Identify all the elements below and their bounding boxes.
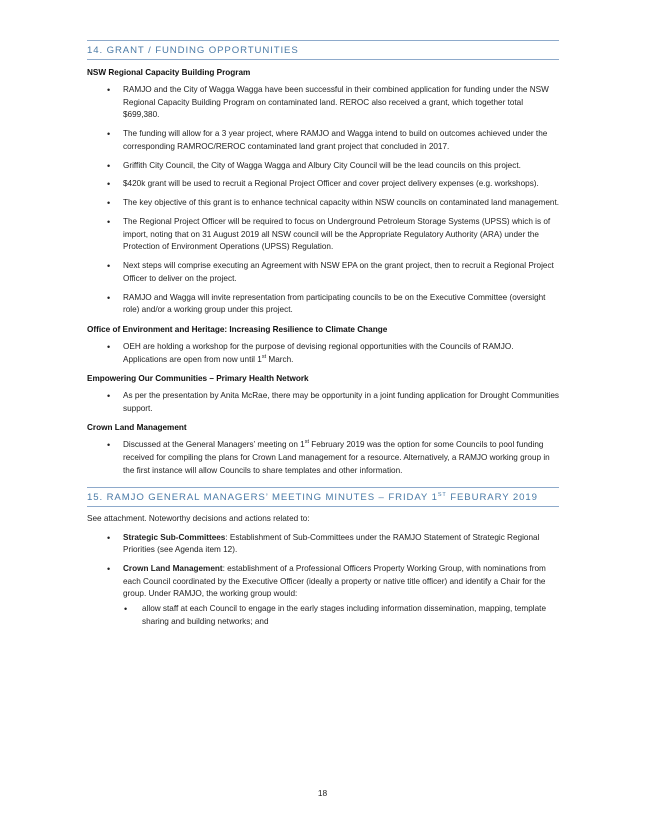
bullet-icon: • bbox=[107, 532, 111, 543]
nsw-program-title: NSW Regional Capacity Building Program bbox=[87, 68, 251, 77]
list-item bbox=[87, 563, 559, 628]
bullet-icon: • bbox=[107, 198, 111, 209]
list-item-text-pre: Discussed at the General Managers’ meeting on 1 bbox=[123, 440, 305, 450]
nsw-program-list bbox=[87, 84, 559, 317]
section-14-top-rule bbox=[87, 40, 559, 41]
bullet-icon: • bbox=[107, 391, 111, 402]
list-item-text-pre: OEH are holding a workshop for the purpose of devising regional opportunities with the Councils of RAMJO. Applications are open from now until 1 bbox=[123, 341, 514, 364]
oeh-title: Office of Environment and Heritage: Increasing Resilience to Climate Change bbox=[87, 324, 388, 334]
crown-land-list bbox=[87, 439, 559, 477]
list-item-text: Next steps will comprise executing an Agreement with NSW EPA on the grant project, then to recruit a Regional Project Officer to deliver on the project. bbox=[123, 261, 554, 283]
list-item bbox=[87, 160, 559, 173]
list-item-text: The funding will allow for a 3 year project, where RAMJO and Wagga intend to build on outcomes achieved under the corresponding RAMROC/REROC contaminated land grant project that concluded in 2017. bbox=[123, 129, 548, 151]
list-item-text: : Establishment of Sub-Committees under the RAMJO Statement of Strategic Regional Priorities (see Agenda item 12). bbox=[123, 532, 540, 555]
list-item-text: RAMJO and Wagga will invite representation from participating councils to be on the Executive Committee (oversight role) and/or a working group under this project. bbox=[123, 292, 546, 315]
bullet-icon: • bbox=[107, 217, 111, 228]
bullet-icon: • bbox=[107, 341, 111, 352]
bullet-icon: • bbox=[107, 160, 111, 171]
list-item bbox=[123, 603, 559, 628]
oeh-list bbox=[87, 341, 559, 366]
section-15-intro: See attachment. Noteworthy decisions and actions related to: bbox=[87, 514, 310, 524]
bullet-icon: • bbox=[107, 261, 111, 272]
superscript: st bbox=[304, 439, 310, 446]
bullet-icon: • bbox=[107, 85, 111, 95]
section-15-heading-pre: 15. RAMJO GENERAL MANAGERS’ MEETING MINUTES – FRIDAY 1 bbox=[87, 492, 438, 504]
list-item-text: RAMJO and the City of Wagga Wagga have been successful in their combined application for funding under the NSW Regional Capacity Building Program on contaminated land. REROC also received a grant, which together total $699,380. bbox=[123, 85, 549, 120]
section-15-list bbox=[87, 532, 559, 628]
list-item bbox=[87, 197, 559, 210]
section-15-bottom-rule bbox=[87, 506, 559, 507]
bullet-icon: • bbox=[107, 564, 111, 575]
list-item-text: allow staff at each Council to engage in the early stages including information dissemination, mapping, template sharing and building networks; and bbox=[142, 604, 547, 626]
list-item bbox=[87, 260, 559, 285]
section-15-heading bbox=[87, 489, 559, 506]
list-item bbox=[87, 292, 559, 317]
list-item-label: Crown Land Management bbox=[123, 564, 223, 574]
list-item-text: : establishment of a Professional Officers Property Working Group, with nominations from each Council coordinated by the Executive Officer (ideally a property or native title officer) and identify a Chair for the group. Under RAMJO, the working group would: bbox=[123, 564, 546, 599]
bullet-icon: • bbox=[107, 129, 111, 140]
list-item bbox=[87, 128, 559, 153]
list-item bbox=[87, 390, 559, 415]
section-14-heading: 14. GRANT / FUNDING OPPORTUNITIES bbox=[87, 45, 299, 56]
list-item-text: As per the presentation by Anita McRae, there may be opportunity in a joint funding application for Drought Communities support. bbox=[123, 391, 559, 413]
superscript: st bbox=[261, 353, 267, 360]
list-item bbox=[87, 439, 559, 477]
bullet-icon: • bbox=[107, 440, 111, 451]
list-item bbox=[87, 341, 559, 366]
section-14-bottom-rule bbox=[87, 59, 559, 60]
section-15-top-rule bbox=[87, 487, 559, 488]
page-content bbox=[87, 40, 559, 634]
bullet-icon: • bbox=[107, 292, 111, 303]
list-item-text: Griffith City Council, the City of Wagga Wagga and Albury City Council will be the lead councils on this project. bbox=[123, 160, 521, 170]
phn-title: Empowering Our Communities – Primary Health Network bbox=[87, 374, 309, 384]
list-item bbox=[87, 216, 559, 254]
list-item bbox=[87, 84, 559, 122]
page-number: 18 bbox=[317, 788, 328, 798]
list-item bbox=[87, 532, 559, 557]
list-item-text: The Regional Project Officer will be required to focus on Underground Petroleum Storage Systems (UPSS) which is of import, noting that on 31 August 2019 all NSW council will be the Appropriate Regulatory Authority (ARA) under the Protection of Environment Operations (UPSS) Regulation. bbox=[123, 217, 551, 252]
superscript: ST bbox=[437, 492, 447, 499]
phn-list bbox=[87, 390, 559, 415]
list-item-text: $420k grant will be used to recruit a Regional Project Officer and cover project delivery expenses (e.g. workshops). bbox=[123, 179, 539, 189]
nested-list bbox=[123, 603, 559, 628]
bullet-icon: • bbox=[107, 179, 111, 190]
list-item bbox=[87, 178, 559, 191]
bullet-icon: • bbox=[124, 604, 128, 614]
list-item-text-post: March. bbox=[266, 354, 294, 364]
list-item-text: The key objective of this grant is to enhance technical capacity within NSW councils on contaminated land management. bbox=[123, 198, 559, 208]
list-item-text-post: February 2019 was the option for some Councils to pool funding received for compiling the plans for Crown Land management for a resource. Alternatively, a RAMJO working group in the first instance will allow Councils to share templates and other information. bbox=[123, 440, 550, 475]
section-15-heading-post: FEBURARY 2019 bbox=[446, 492, 538, 504]
list-item-label: Strategic Sub-Committees bbox=[123, 532, 226, 542]
crown-land-title: Crown Land Management bbox=[87, 423, 187, 433]
